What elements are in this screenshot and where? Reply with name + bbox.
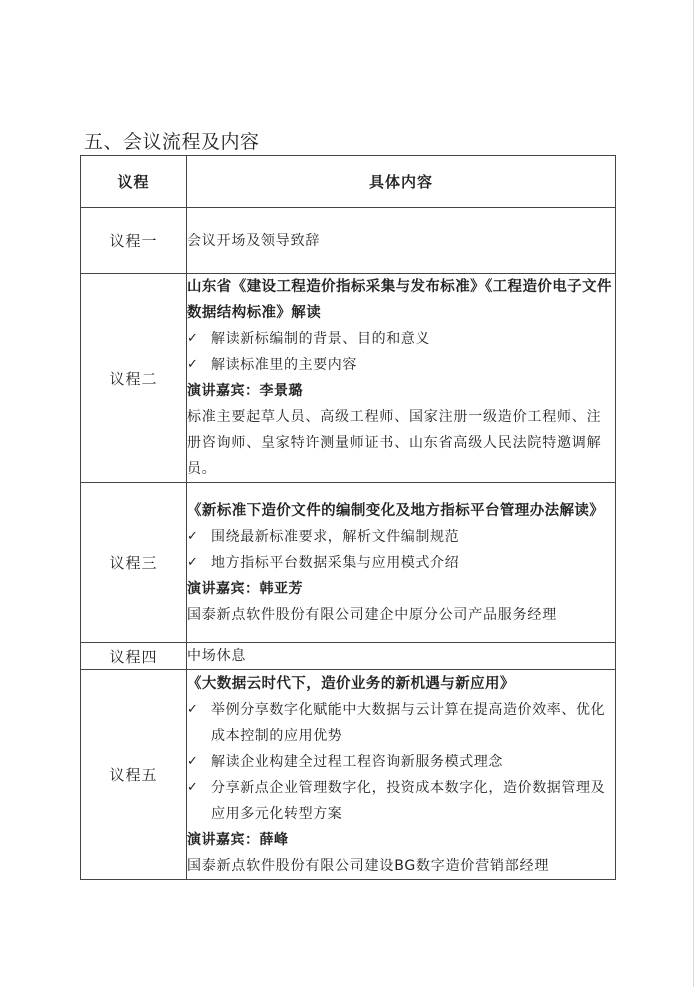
agenda-content-text: 会议开场及领导致辞 bbox=[187, 232, 321, 249]
agenda-topic: 《新标准下造价文件的编制变化及地方指标平台管理办法解读》 bbox=[187, 502, 605, 519]
agenda-content-text: 中场休息 bbox=[187, 648, 247, 664]
bullet-item bbox=[187, 697, 615, 749]
table-row bbox=[81, 208, 616, 274]
agenda-name: 议程一 bbox=[81, 208, 187, 274]
speaker-bio: 标准主要起草人员、高级工程师、国家注册一级造价工程师、注册咨询师、皇家特许测量师证书、山东省高级人民法院特邀调解员。 bbox=[187, 409, 602, 477]
table-row bbox=[81, 274, 616, 483]
agenda-name: 议程二 bbox=[81, 274, 187, 483]
check-icon: ✓ bbox=[187, 331, 198, 346]
bullet-item bbox=[187, 326, 615, 352]
table-row bbox=[81, 643, 616, 670]
agenda-name: 议程三 bbox=[81, 483, 187, 643]
check-icon: ✓ bbox=[187, 357, 198, 372]
check-icon: ✓ bbox=[187, 554, 198, 570]
bullet-item bbox=[187, 550, 615, 576]
bullet-text: 分享新点企业管理数字化，投资成本数字化，造价数据管理及应用多元化转型方案 bbox=[211, 779, 606, 822]
bullet-item bbox=[187, 749, 615, 775]
agenda-content bbox=[187, 643, 616, 670]
agenda-topic: 山东省《建设工程造价指标采集与发布标准》《工程造价电子文件数据结构标准》解读 bbox=[187, 279, 612, 321]
speaker-bio: 国泰新点软件股份有限公司建设BG数字造价营销部经理 bbox=[187, 857, 550, 874]
agenda-name: 议程五 bbox=[81, 670, 187, 880]
check-icon: ✓ bbox=[187, 779, 198, 795]
speaker-bio: 国泰新点软件股份有限公司建企中原分公司产品服务经理 bbox=[187, 606, 557, 623]
bullet-text: 举例分享数字化赋能中大数据与云计算在提高造价效率、优化成本控制的应用优势 bbox=[211, 701, 606, 744]
page-edge-line bbox=[693, 0, 694, 987]
agenda-content bbox=[187, 670, 616, 880]
table-row bbox=[81, 483, 616, 643]
bullet-text: 解读标准里的主要内容 bbox=[211, 357, 357, 373]
agenda-content bbox=[187, 274, 616, 483]
bullet-item bbox=[187, 352, 615, 378]
column-header-agenda: 议程 bbox=[81, 156, 187, 208]
agenda-name: 议程四 bbox=[81, 643, 187, 670]
speaker-name: 演讲嘉宾：李景璐 bbox=[187, 383, 303, 399]
column-header-content: 具体内容 bbox=[187, 156, 616, 208]
agenda-topic: 《大数据云时代下，造价业务的新机遇与新应用》 bbox=[187, 675, 515, 692]
bullet-text: 解读新标编制的背景、目的和意义 bbox=[211, 331, 430, 347]
agenda-content bbox=[187, 208, 616, 274]
check-icon: ✓ bbox=[187, 701, 198, 717]
agenda-table bbox=[80, 155, 616, 880]
bullet-item bbox=[187, 524, 615, 550]
bullet-item bbox=[187, 775, 615, 827]
check-icon: ✓ bbox=[187, 528, 198, 544]
check-icon: ✓ bbox=[187, 753, 198, 769]
bullet-text: 解读企业构建全过程工程咨询新服务模式理念 bbox=[211, 753, 503, 770]
speaker-name: 演讲嘉宾：薛峰 bbox=[187, 831, 289, 848]
agenda-content bbox=[187, 483, 616, 643]
bullet-text: 围绕最新标准要求，解析文件编制规范 bbox=[211, 528, 460, 545]
speaker-name: 演讲嘉宾：韩亚芳 bbox=[187, 580, 303, 597]
table-header-row bbox=[81, 156, 616, 208]
section-title: 五、会议流程及内容 bbox=[84, 131, 260, 153]
table-row bbox=[81, 670, 616, 880]
bullet-text: 地方指标平台数据采集与应用模式介绍 bbox=[211, 554, 460, 571]
